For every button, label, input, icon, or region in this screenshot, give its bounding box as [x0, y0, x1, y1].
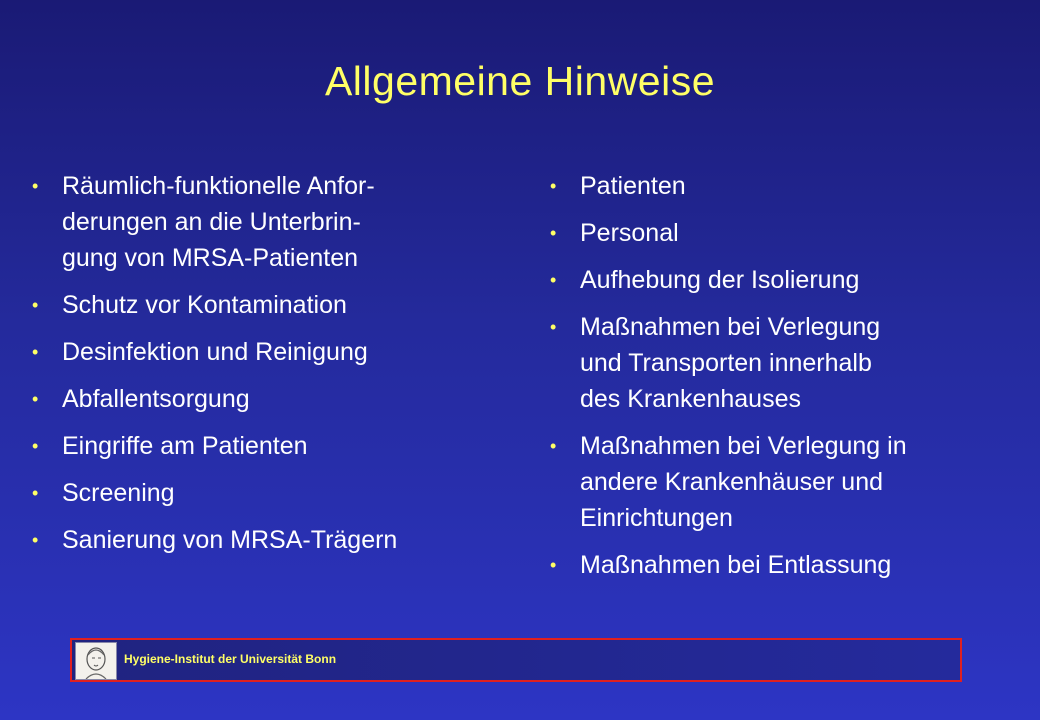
list-item-text: Räumlich-funktionelle Anfor- derungen an die Unterbrin- gung von MRSA-Patienten — [62, 172, 375, 272]
bullet-icon: • — [32, 295, 39, 315]
bullet-icon: • — [32, 483, 39, 503]
list-item — [550, 262, 1028, 298]
list-item-text: Maßnahmen bei Entlassung — [580, 551, 892, 579]
list-item-text: Personal — [580, 219, 679, 247]
list-item — [550, 547, 1028, 583]
list-item — [550, 168, 1028, 204]
list-item-text: Eingriffe am Patienten — [62, 432, 308, 460]
right-bullet-list — [550, 168, 1028, 594]
list-item — [32, 287, 522, 323]
bullet-icon: • — [32, 342, 39, 362]
list-item — [32, 522, 522, 558]
list-item — [550, 215, 1028, 251]
bullet-icon: • — [550, 317, 557, 337]
bullet-icon: • — [550, 555, 557, 575]
slide-title: Allgemeine Hinweise — [324, 58, 716, 104]
bullet-icon: • — [550, 223, 557, 243]
list-item — [32, 381, 522, 417]
portrait-logo-icon — [75, 642, 117, 680]
bullet-icon: • — [550, 436, 557, 456]
list-item-text: Aufhebung der Isolierung — [580, 266, 860, 294]
list-item-text: Maßnahmen bei Verlegung in andere Krankenhäuser und Einrichtungen — [580, 432, 907, 532]
list-item-text: Sanierung von MRSA-Trägern — [62, 526, 398, 554]
bullet-icon: • — [32, 530, 39, 550]
left-bullet-list — [32, 168, 522, 569]
list-item-text: Maßnahmen bei Verlegung und Transporten innerhalb des Krankenhauses — [580, 313, 881, 413]
list-item — [32, 475, 522, 511]
list-item-text: Patienten — [580, 172, 686, 200]
list-item — [550, 428, 1028, 536]
list-item-text: Schutz vor Kontamination — [62, 291, 347, 319]
list-item — [32, 428, 522, 464]
bullet-icon: • — [32, 176, 39, 196]
bullet-icon: • — [550, 270, 557, 290]
list-item-text: Desinfektion und Reinigung — [62, 338, 368, 366]
bullet-icon: • — [32, 389, 39, 409]
footer-institution-label: Hygiene-Institut der Universität Bonn — [124, 652, 337, 666]
list-item-text: Screening — [62, 479, 175, 507]
footer-bar — [70, 638, 962, 682]
list-item — [32, 168, 522, 276]
bullet-icon: • — [32, 436, 39, 456]
bullet-icon: • — [550, 176, 557, 196]
list-item-text: Abfallentsorgung — [62, 385, 250, 413]
list-item — [32, 334, 522, 370]
list-item — [550, 309, 1028, 417]
